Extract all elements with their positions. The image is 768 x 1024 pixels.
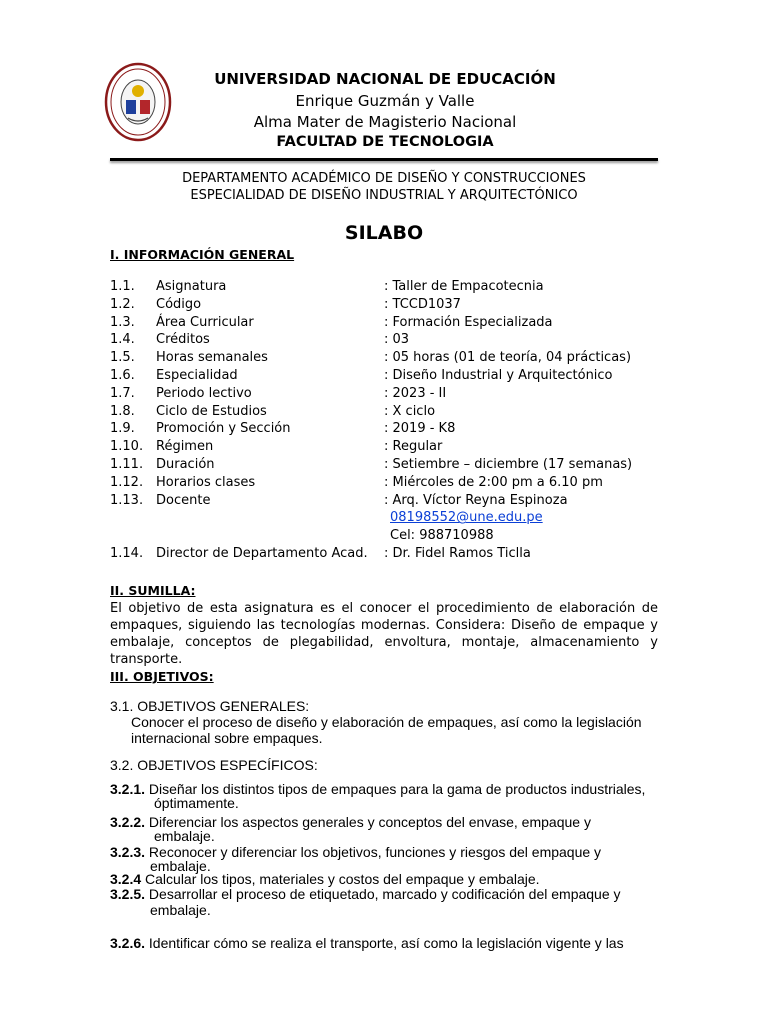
general-objectives-title: 3.1. OBJETIVOS GENERALES:: [110, 698, 310, 714]
info-num: 1.6.: [110, 367, 135, 383]
section-summary-title: II. SUMILLA:: [110, 583, 196, 598]
info-label: Horarios clases: [156, 474, 256, 490]
teacher-email-link[interactable]: 08198552@une.edu.pe: [390, 510, 543, 526]
info-row: [110, 457, 670, 475]
university-subname: Enrique Guzmán y Valle: [295, 92, 475, 110]
info-row: [110, 350, 670, 368]
specific-objective: [110, 845, 670, 873]
info-label: Especialidad: [156, 367, 238, 383]
teacher-phone-row: [110, 528, 670, 546]
info-label: Asignatura: [156, 279, 227, 294]
objective-text-cont: óptimamente.: [154, 795, 239, 811]
header-divider: [110, 158, 658, 161]
university-seal: [104, 62, 172, 142]
info-value: : Formación Especializada: [384, 314, 553, 330]
info-value: : 2019 - K8: [384, 421, 456, 437]
info-value: : 05 horas (01 de teoría, 04 prácticas): [384, 350, 632, 366]
specific-objective: [110, 887, 670, 917]
objective-text: Reconocer y diferenciar los objetivos, funciones y riesgos del empaque y: [145, 844, 602, 860]
info-row: [110, 332, 670, 350]
info-num: 1.12.: [110, 474, 144, 490]
specific-objective: [110, 936, 670, 950]
info-value: : Diseño Industrial y Arquitectónico: [384, 367, 613, 383]
info-label: Créditos: [156, 332, 210, 348]
department-line: DEPARTAMENTO ACADÉMICO DE DISEÑO Y CONSTRUCCIONES: [182, 171, 586, 186]
teacher-phone: Cel: 988710988: [390, 528, 494, 544]
specific-objective: [110, 815, 670, 843]
objective-text-cont: embalaje.: [150, 902, 211, 918]
faculty-name: FACULTAD DE TECNOLOGIA: [276, 134, 494, 150]
info-label: Docente: [156, 492, 211, 508]
objective-text-cont: embalaje.: [150, 858, 211, 874]
info-num: 1.10.: [110, 439, 144, 455]
section-general-info-title: I. INFORMACIÓN GENERAL: [110, 247, 295, 262]
info-num: 1.2.: [110, 296, 135, 312]
specific-objective: [110, 782, 670, 810]
info-label: Ciclo de Estudios: [156, 403, 267, 419]
info-num: 1.13.: [110, 492, 144, 508]
general-info-table: [110, 279, 670, 564]
info-value: : Arq. Víctor Reyna Espinoza: [384, 492, 568, 508]
info-value: : Taller de Empacotecnia: [384, 279, 544, 294]
info-num: 1.3.: [110, 314, 135, 330]
info-num: 1.9.: [110, 421, 135, 437]
info-num: 1.4.: [110, 332, 135, 348]
objective-text: Identificar cómo se realiza el transporte, así como la legislación vigente y las: [145, 935, 624, 951]
university-name: UNIVERSIDAD NACIONAL DE EDUCACIÓN: [214, 70, 556, 88]
info-row: [110, 279, 670, 297]
general-objectives-text: Conocer el proceso de diseño y elaboración de empaques, así como la legislación internacional sobre empaques.: [131, 714, 642, 746]
info-label: Director de Departamento Acad.: [156, 545, 368, 561]
objective-num: 3.2.4: [110, 871, 142, 887]
university-subtitle: Alma Mater de Magisterio Nacional: [253, 113, 517, 131]
teacher-email-row: [110, 510, 670, 528]
info-value: : Miércoles de 2:00 pm a 6.10 pm: [384, 474, 603, 490]
info-num: 1.14.: [110, 545, 144, 561]
info-label: Duración: [156, 456, 215, 472]
specific-objective: [110, 872, 670, 886]
summary-text: El objetivo de esta asignatura es el conocer el procedimiento de elaboración de empaques, siguiendo las tecnologías modernas. Considera: Diseño de empaque y embalaje, conceptos de plegabilidad, envoltura, montaje, almacenamiento y transporte.: [110, 601, 658, 667]
info-label: Promoción y Sección: [156, 421, 291, 437]
info-row: [110, 493, 670, 511]
info-num: 1.5.: [110, 350, 135, 366]
info-label: Código: [156, 296, 202, 312]
info-value: : Regular: [384, 439, 443, 455]
document-title: SILABO: [344, 222, 424, 244]
objective-num: 3.2.6.: [110, 935, 146, 951]
info-row: [110, 404, 670, 422]
objective-text-cont: embalaje.: [154, 828, 215, 844]
info-num: 1.8.: [110, 403, 135, 419]
info-row: [110, 368, 670, 386]
info-row: [110, 386, 670, 404]
info-label: Régimen: [156, 439, 214, 455]
info-row: [110, 475, 670, 493]
objective-text: Calcular los tipos, materiales y costos del empaque y embalaje.: [141, 871, 540, 887]
info-value: : 2023 - II: [384, 385, 447, 401]
section-objectives-title: III. OBJETIVOS:: [110, 669, 214, 684]
info-value: : X ciclo: [384, 403, 436, 419]
info-label: Periodo lectivo: [156, 385, 252, 401]
info-value: : Dr. Fidel Ramos Ticlla: [384, 545, 531, 561]
info-label: Horas semanales: [156, 350, 268, 366]
specific-objectives-title: 3.2. OBJETIVOS ESPECÍFICOS:: [110, 757, 318, 773]
info-value: : TCCD1037: [384, 296, 461, 312]
info-num: 1.11.: [110, 456, 144, 472]
info-row: [110, 439, 670, 457]
info-value: : Setiembre – diciembre (17 semanas): [384, 456, 633, 472]
info-num: 1.1.: [110, 279, 135, 294]
objective-num: 3.2.3.: [110, 844, 146, 860]
info-num: 1.7.: [110, 385, 135, 401]
objective-num: 3.2.1.: [110, 781, 146, 797]
objective-text: Diferenciar los aspectos generales y conceptos del envase, empaque y: [145, 814, 591, 830]
info-value: : 03: [384, 332, 410, 348]
info-row: [110, 315, 670, 333]
info-row: [110, 421, 670, 439]
objective-text: Diseñar los distintos tipos de empaques para la gama de productos industriales,: [145, 781, 646, 797]
objective-num: 3.2.5.: [110, 886, 146, 902]
info-row: [110, 546, 670, 564]
info-label: Área Curricular: [156, 314, 254, 330]
objective-num: 3.2.2.: [110, 814, 146, 830]
objective-text: Desarrollar el proceso de etiquetado, marcado y codificación del empaque y: [145, 886, 621, 902]
info-row: [110, 297, 670, 315]
specialty-line: ESPECIALIDAD DE DISEÑO INDUSTRIAL Y ARQUITECTÓNICO: [190, 188, 578, 203]
